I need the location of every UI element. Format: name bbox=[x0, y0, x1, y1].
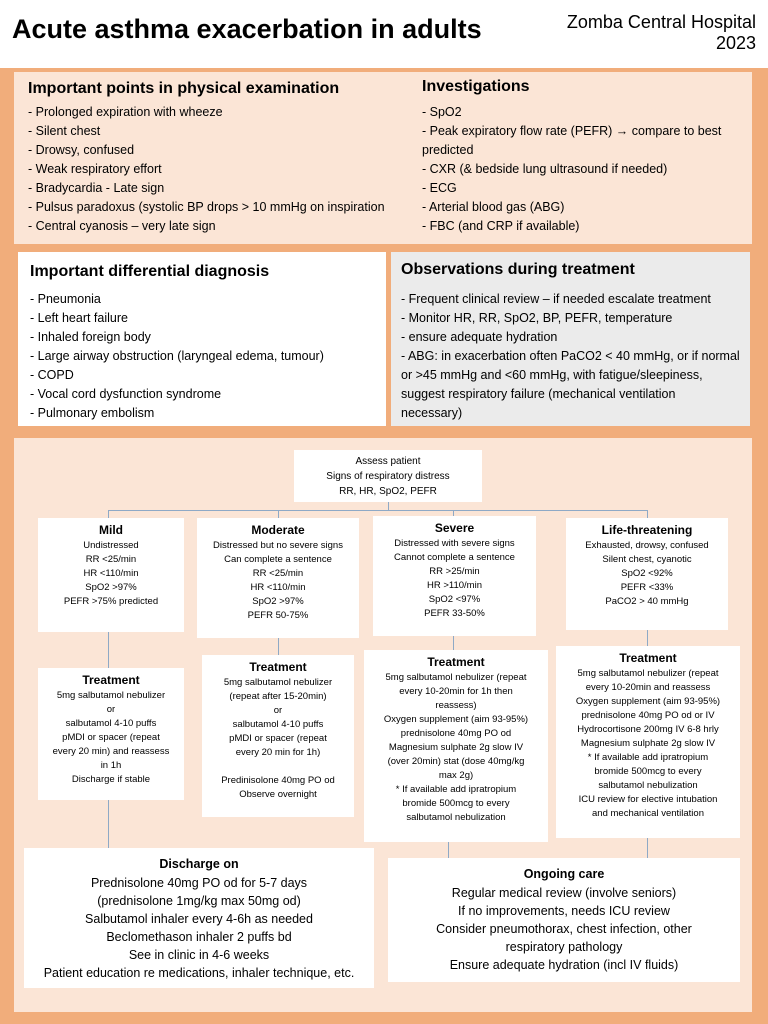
box-line: 5mg salbutamol nebulizer bbox=[223, 677, 333, 688]
box-line: If no improvements, needs ICU review bbox=[458, 904, 670, 918]
treatment-box-moderate bbox=[202, 655, 354, 817]
connector-line bbox=[388, 502, 389, 510]
box-title: Life-threatening bbox=[601, 523, 693, 537]
box-line: Ensure adequate hydration (incl IV fluids) bbox=[449, 958, 679, 972]
list-item: - Pulsus paradoxus (systolic BP drops > 10 mmHg on inspiration bbox=[28, 200, 385, 214]
connector-line bbox=[108, 632, 109, 668]
connector-line bbox=[647, 630, 648, 646]
differential-panel bbox=[18, 252, 386, 426]
box-line: Consider pneumothorax, chest infection, other bbox=[436, 922, 692, 936]
box-line: reassess) bbox=[435, 700, 477, 711]
list-item: - Frequent clinical review – if needed escalate treatment bbox=[401, 292, 711, 306]
box-line: Beclomethason inhaler 2 puffs bd bbox=[106, 930, 292, 944]
box-line: in 1h bbox=[100, 760, 122, 771]
list-item: - Left heart failure bbox=[30, 311, 128, 325]
box-line: bromide 500mcg to every bbox=[402, 798, 510, 809]
list-item: - Arterial blood gas (ABG) bbox=[422, 200, 565, 214]
treatment-box-mild bbox=[38, 668, 184, 800]
box-line: PEFR >75% predicted bbox=[63, 596, 159, 607]
severity-box-severe bbox=[373, 516, 536, 636]
box-line: Magnesium sulphate 2g slow IV bbox=[580, 738, 716, 749]
list-item: - CXR (& bedside lung ultrasound if needed) bbox=[422, 162, 668, 176]
severity-box-mild bbox=[38, 518, 184, 632]
connector-line bbox=[108, 510, 648, 511]
box-line: ICU review for elective intubation bbox=[578, 794, 718, 805]
box-line: pMDI or spacer (repeat bbox=[62, 732, 160, 743]
box-line: 5mg salbutamol nebulizer (repeat bbox=[577, 668, 719, 679]
investigations-section bbox=[422, 76, 742, 236]
box-line: and mechanical ventilation bbox=[592, 808, 704, 819]
list-item: - COPD bbox=[30, 368, 74, 382]
box-line: Can complete a sentence bbox=[224, 554, 332, 565]
box-line: bromide 500mcg to every bbox=[594, 766, 702, 777]
box-line: Silent chest, cyanotic bbox=[602, 554, 692, 565]
box-line: RR <25/min bbox=[85, 554, 137, 565]
ongoing-care-box bbox=[388, 858, 740, 982]
box-line: salbutamol nebulization bbox=[598, 780, 698, 791]
connector-line bbox=[453, 636, 454, 650]
list-item: - Prolonged expiration with wheeze bbox=[28, 105, 223, 119]
connector-line bbox=[647, 838, 648, 858]
page-title: Acute asthma exacerbation in adults bbox=[12, 14, 482, 44]
box-line: Oxygen supplement (aim 93-95%) bbox=[575, 696, 721, 707]
box-line: * If available add ipratropium bbox=[587, 752, 709, 763]
box-line: salbutamol nebulization bbox=[406, 812, 506, 823]
box-title: Mild bbox=[99, 523, 123, 537]
box-line: Assess patient bbox=[355, 456, 421, 467]
box-title: Treatment bbox=[249, 660, 307, 674]
box-line: Prednisolone 40mg PO od for 5-7 days bbox=[90, 876, 308, 890]
box-line: prednisolone 40mg PO od or IV bbox=[581, 710, 715, 721]
list-item: - Drowsy, confused bbox=[28, 143, 135, 157]
org-name: Zomba Central Hospital bbox=[566, 12, 756, 32]
box-title: Severe bbox=[434, 521, 475, 535]
box-line: RR >25/min bbox=[429, 566, 480, 577]
box-line: Distressed with severe signs bbox=[394, 538, 515, 549]
header-bar bbox=[0, 0, 768, 68]
box-line: every 20 min for 1h) bbox=[235, 747, 321, 758]
box-line: PaCO2 > 40 mmHg bbox=[605, 596, 689, 607]
physical-exam-list bbox=[28, 103, 413, 236]
box-line: respiratory pathology bbox=[505, 940, 623, 954]
treatment-box-severe bbox=[364, 650, 548, 842]
list-item: - ECG bbox=[422, 181, 457, 195]
physical-exam-title: Important points in physical examination bbox=[28, 80, 340, 97]
list-item: - Pulmonary embolism bbox=[30, 406, 155, 420]
differential-title: Important differential diagnosis bbox=[30, 263, 270, 280]
list-item: - Central cyanosis – very late sign bbox=[28, 219, 216, 233]
observations-panel bbox=[391, 252, 750, 426]
box-line: SpO2 >97% bbox=[85, 582, 137, 593]
list-item: - Vocal cord dysfunction syndrome bbox=[30, 387, 222, 401]
box-line: 5mg salbutamol nebulizer bbox=[56, 690, 166, 701]
severity-box-life-threatening bbox=[566, 518, 728, 630]
box-line: PEFR <33% bbox=[620, 582, 674, 593]
list-item: - FBC (and CRP if available) bbox=[422, 219, 580, 233]
box-line: Undistressed bbox=[83, 540, 139, 551]
box-title: Treatment bbox=[619, 651, 677, 665]
box-line: RR, HR, SpO2, PEFR bbox=[339, 486, 437, 497]
connector-line bbox=[278, 638, 279, 655]
box-line: RR <25/min bbox=[252, 568, 304, 579]
observations-list bbox=[401, 290, 740, 423]
top-panel bbox=[14, 72, 752, 244]
box-line: prednisolone 40mg PO od bbox=[400, 728, 512, 739]
box-line: SpO2 >97% bbox=[252, 596, 304, 607]
box-line: (over 20min) stat (dose 40mg/kg bbox=[387, 756, 525, 767]
box-line: Oxygen supplement (aim 93-95%) bbox=[383, 714, 529, 725]
box-line: every 10-20min for 1h then bbox=[399, 686, 513, 697]
box-line: Predinisolone 40mg PO od bbox=[221, 775, 335, 786]
box-line: Patient education re medications, inhaler technique, etc. bbox=[43, 966, 355, 980]
box-line: (prednisolone 1mg/kg max 50mg od) bbox=[97, 894, 301, 908]
box-line: HR >110/min bbox=[426, 580, 482, 591]
box-line: Discharge if stable bbox=[71, 774, 151, 785]
box-line: SpO2 <97% bbox=[428, 594, 481, 605]
list-item: - Bradycardia - Late sign bbox=[28, 181, 165, 195]
box-line: Hydrocortisone 200mg IV 6-8 hrly bbox=[577, 724, 719, 735]
discharge-box bbox=[24, 848, 374, 988]
org-year: 2023 bbox=[715, 33, 756, 53]
box-line: pMDI or spacer (repeat bbox=[229, 733, 327, 744]
box-line: every 10-20min and reassess bbox=[585, 682, 711, 693]
list-item: - Large airway obstruction (laryngeal edema, tumour) bbox=[30, 349, 324, 363]
box-line: 5mg salbutamol nebulizer (repeat bbox=[385, 672, 527, 683]
differential-list bbox=[30, 290, 374, 423]
list-item: - Peak expiratory flow rate (PEFR) → compare to best predicted bbox=[422, 124, 722, 157]
investigations-title: Investigations bbox=[422, 78, 530, 95]
box-line: * If available add ipratropium bbox=[395, 784, 517, 795]
connector-line bbox=[108, 800, 109, 848]
box-title: Moderate bbox=[251, 523, 305, 537]
severity-box-moderate bbox=[197, 518, 359, 638]
list-item: - Inhaled foreign body bbox=[30, 330, 151, 344]
list-item: - ensure adequate hydration bbox=[401, 330, 558, 344]
box-line: salbutamol 4-10 puffs bbox=[232, 719, 324, 730]
list-item: - Weak respiratory effort bbox=[28, 162, 162, 176]
box-line: PEFR 33-50% bbox=[424, 608, 485, 619]
list-item: - Silent chest bbox=[28, 124, 101, 138]
list-item: - Pneumonia bbox=[30, 292, 101, 306]
box-line: salbutamol 4-10 puffs bbox=[65, 718, 157, 729]
box-line: every 20 min) and reassess bbox=[52, 746, 170, 757]
box-line: Cannot complete a sentence bbox=[394, 552, 515, 563]
box-line: Salbutamol inhaler every 4-6h as needed bbox=[85, 912, 313, 926]
box-line bbox=[206, 760, 350, 774]
box-line: See in clinic in 4-6 weeks bbox=[128, 948, 270, 962]
list-item: - SpO2 bbox=[422, 105, 462, 119]
box-line: Observe overnight bbox=[239, 789, 317, 800]
assess-patient-box bbox=[294, 450, 482, 502]
box-line: Exhausted, drowsy, confused bbox=[585, 540, 709, 551]
physical-exam-section bbox=[28, 78, 413, 236]
list-item: - Monitor HR, RR, SpO2, BP, PEFR, temperature bbox=[401, 311, 673, 325]
box-line: Signs of respiratory distress bbox=[326, 471, 450, 482]
box-line: HR <110/min bbox=[83, 568, 139, 579]
box-line: (repeat after 15-20min) bbox=[229, 691, 327, 702]
box-line: or bbox=[106, 704, 116, 715]
list-item: - ABG: in exacerbation often PaCO2 < 40 mmHg, or if normal or >45 mmHg and <60 mmHg, with fatigue/sleepiness, suggest respiratory failure (mechanical ventilation necessary) bbox=[401, 349, 740, 420]
box-title: Treatment bbox=[427, 655, 485, 669]
box-line: Regular medical review (involve seniors) bbox=[451, 886, 677, 900]
box-title: Discharge on bbox=[159, 857, 239, 871]
investigations-list bbox=[422, 103, 742, 236]
box-line: PEFR 50-75% bbox=[247, 610, 309, 621]
box-line: HR <110/min bbox=[250, 582, 306, 593]
connector-line bbox=[448, 842, 449, 858]
box-title: Ongoing care bbox=[523, 867, 605, 881]
organization-label bbox=[567, 12, 756, 54]
box-line: Magnesium sulphate 2g slow IV bbox=[388, 742, 524, 753]
box-title: Treatment bbox=[82, 673, 140, 687]
box-line: max 2g) bbox=[438, 770, 474, 781]
box-line: Distressed but no severe signs bbox=[213, 540, 343, 551]
treatment-box-life-threatening bbox=[556, 646, 740, 838]
box-line: or bbox=[273, 705, 283, 716]
observations-title: Observations during treatment bbox=[401, 261, 635, 278]
box-line: SpO2 <92% bbox=[621, 568, 673, 579]
